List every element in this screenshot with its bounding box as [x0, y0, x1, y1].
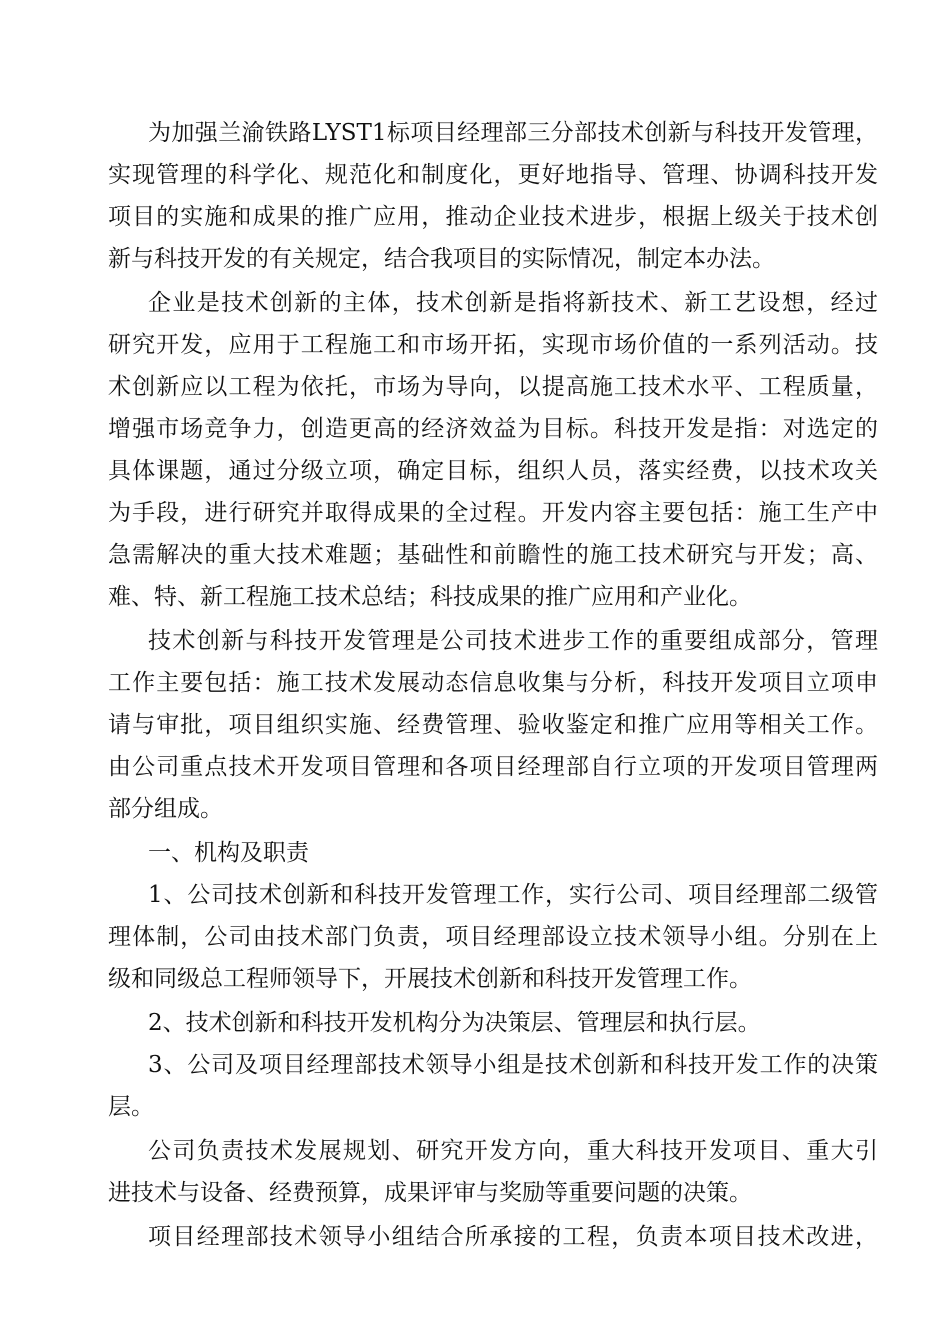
paragraph-line: 实现管理的科学化、规范化和制度化，更好地指导、管理、协调科技开发	[108, 162, 878, 188]
paragraph-line: 技术创新与科技开发管理是公司技术进步工作的重要组成部分，管理	[148, 628, 878, 654]
paragraph-line: 2、技术创新和科技开发机构分为决策层、管理层和执行层。	[148, 1010, 761, 1036]
paragraph-line: 项目经理部技术领导小组结合所承接的工程，负责本项目技术改进，	[148, 1224, 878, 1250]
paragraph-line: 理体制，公司由技术部门负责，项目经理部设立技术领导小组。分别在上	[108, 924, 878, 950]
paragraph-line: 新与科技开发的有关规定，结合我项目的实际情况，制定本办法。	[108, 246, 775, 272]
paragraph-line: 3、公司及项目经理部技术领导小组是技术创新和科技开发工作的决策	[148, 1052, 878, 1078]
paragraph-line: 研究开发，应用于工程施工和市场开拓，实现市场价值的一系列活动。技	[108, 332, 878, 358]
paragraph-line: 由公司重点技术开发项目管理和各项目经理部自行立项的开发项目管理两	[108, 754, 878, 780]
paragraph-line: 为手段，进行研究并取得成果的全过程。开发内容主要包括：施工生产中	[108, 500, 878, 526]
paragraph-line: 难、特、新工程施工技术总结；科技成果的推广应用和产业化。	[108, 584, 752, 610]
paragraph-line: 部分组成。	[108, 796, 223, 822]
paragraph-line: 为加强兰渝铁路LYST1标项目经理部三分部技术创新与科技开发管理，	[148, 120, 878, 146]
paragraph-line: 进技术与设备、经费预算，成果评审与奖励等重要问题的决策。	[108, 1180, 752, 1206]
section-heading: 一、机构及职责	[148, 840, 309, 866]
paragraph-line: 请与审批，项目组织实施、经费管理、验收鉴定和推广应用等相关工作。	[108, 712, 878, 738]
paragraph-line: 1、公司技术创新和科技开发管理工作，实行公司、项目经理部二级管	[148, 882, 878, 908]
paragraph-line: 增强市场竞争力，创造更高的经济效益为目标。科技开发是指：对选定的	[108, 416, 878, 442]
paragraph-line: 级和同级总工程师领导下，开展技术创新和科技开发管理工作。	[108, 966, 752, 992]
paragraph-line: 工作主要包括：施工技术发展动态信息收集与分析，科技开发项目立项申	[108, 670, 878, 696]
paragraph-line: 急需解决的重大技术难题；基础性和前瞻性的施工技术研究与开发；高、	[108, 542, 878, 568]
paragraph-line: 公司负责技术发展规划、研究开发方向，重大科技开发项目、重大引	[148, 1138, 878, 1164]
paragraph-line: 企业是技术创新的主体，技术创新是指将新技术、新工艺设想，经过	[148, 290, 878, 316]
paragraph-line: 项目的实施和成果的推广应用，推动企业技术进步，根据上级关于技术创	[108, 204, 878, 230]
paragraph-line: 术创新应以工程为依托，市场为导向，以提高施工技术水平、工程质量，	[108, 374, 878, 400]
paragraph-line: 层。	[108, 1094, 154, 1120]
paragraph-line: 具体课题，通过分级立项，确定目标，组织人员，落实经费，以技术攻关	[108, 458, 878, 484]
